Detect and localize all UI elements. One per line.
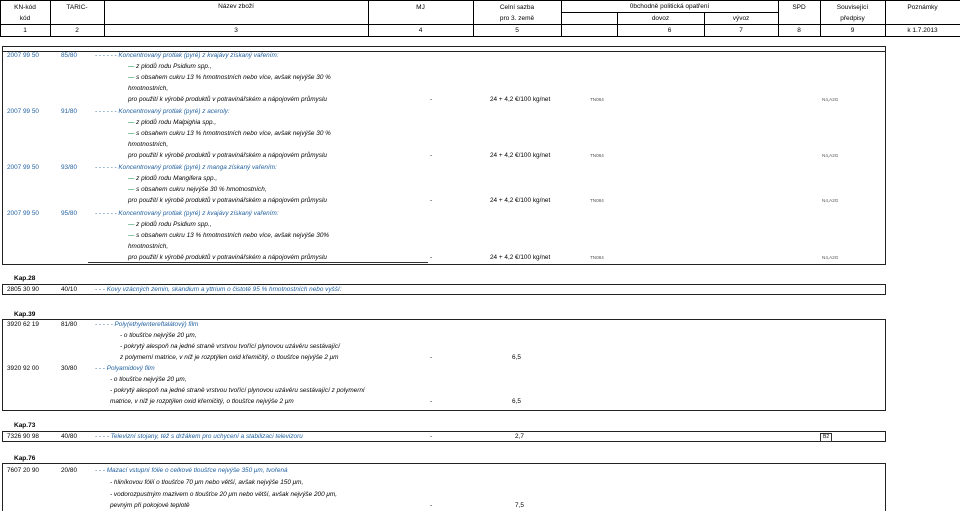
col-kn-kod: KN-kód: [14, 4, 36, 11]
row-3-tn: TN084: [590, 255, 604, 260]
kap76-title: Kap.76: [14, 455, 36, 462]
kap39-title: Kap.39: [14, 311, 36, 318]
kap39-row-1-taric: 30/80: [61, 365, 77, 372]
col-pro-3-zeme: pro 3. země: [499, 15, 535, 22]
kap28-taric: 40/10: [61, 286, 77, 293]
kap73-note: B2: [820, 433, 832, 442]
row-3-sub-3: pro použití k výrobě produktů v potravinářském a nápojovém průmyslu: [128, 254, 327, 261]
row-2-duty: 24 + 4,2 €/100 kg/net: [490, 197, 551, 204]
kap73-title: Kap.73: [14, 422, 36, 429]
kap76-line-3: pevným při pokojové teplotě: [110, 502, 190, 509]
row-3-note: N4,A2G: [822, 255, 839, 260]
row-1-sub-0: — z plodů rodu Malpighia spp.,: [128, 119, 217, 126]
kap39-row-0-line-2: z polymerní matrice, v níž je rozptýlen oxid křemičitý, o tloušťce nejvýše 2 μm: [120, 354, 339, 361]
row-1-tn: TN084: [590, 153, 604, 158]
kap39-row-0-duty: 6,5: [512, 354, 521, 361]
col-num-7: 7: [739, 27, 743, 34]
kap39-row-1-duty: 6,5: [512, 398, 521, 405]
kap39-row-0-mj: -: [430, 354, 433, 361]
row-2-tn: TN084: [590, 198, 604, 203]
kap73-taric: 40/80: [61, 433, 77, 440]
kap39-row-1-desc: - - - Polyamidový film: [95, 365, 155, 372]
col-poznamky: Poznámky: [907, 4, 938, 11]
kap39-row-1-line-2: matrice, v níž je rozptýlen oxid křemičitý, o tloušťce nejvýše 2 μm: [110, 398, 294, 405]
col-opatreni: 0bchodně politická opatření: [629, 3, 710, 10]
kap76-taric: 20/80: [61, 467, 77, 474]
kap28-title: Kap.28: [14, 275, 36, 282]
dash-marker: —: [128, 175, 135, 182]
row-0-kn: 2007 99 50: [7, 52, 39, 59]
col-dovoz: dovoz: [651, 15, 670, 22]
kap39-row-1-line-0: - o tloušťce nejvýše 20 μm,: [110, 376, 187, 383]
dash-marker: —: [128, 186, 135, 193]
kap73-desc: - - - - Televizní stojany, též s držákem pro uchycení a stabilizaci televizoru: [95, 433, 303, 440]
row-1-sub-3: pro použití k výrobě produktů v potravinářském a nápojovém průmyslu: [128, 152, 327, 159]
col-taric: TARIC-: [66, 4, 88, 11]
col-num-4: 4: [418, 27, 423, 34]
row-2-sub-1: — s obsahem cukru nejvýše 30 % hmotnostních,: [128, 186, 267, 193]
dash-marker: —: [128, 221, 135, 228]
row-3-duty: 24 + 4,2 €/100 kg/net: [490, 254, 551, 261]
kap73-duty: 2,7: [515, 433, 524, 440]
col-spd: SPD: [792, 4, 806, 11]
row-1-note: N4,A2G: [822, 153, 839, 158]
kap76-line-1: - hliníkovou fólií o tloušťce 70 μm nebo větší, avšak nejvýše 150 μm,: [110, 479, 304, 486]
row-0-sub-2: hmotnostních,: [128, 85, 169, 92]
row-3-mj: -: [430, 254, 433, 261]
col-predpisy: předpisy: [840, 15, 865, 22]
row-2-taric: 93/80: [61, 164, 77, 171]
row-3-sub-1: — s obsahem cukru 13 % hmotnostních nebo více, avšak nejvýše 30%: [128, 232, 330, 239]
kap39-row-0-desc: - - - - - Poly(ethylentereftalátový) film: [95, 321, 199, 328]
row-2-note: N4,A2G: [822, 198, 839, 203]
row-0-desc: - - - - - - Koncentrovaný protlak (pyré) z kvajávy získaný vařením:: [95, 52, 279, 59]
kap76-desc: - - - Mazací vstupní fólie o celkové tloušťce nejvýše 350 μm, tvořená: [95, 467, 288, 474]
date-label: k 1.7.2013: [907, 27, 938, 34]
row-2-kn: 2007 99 50: [7, 164, 39, 171]
dash-marker: —: [128, 130, 135, 137]
col-num-3: 3: [234, 27, 238, 34]
row-0-duty: 24 + 4,2 €/100 kg/net: [490, 96, 551, 103]
row-3-sub-2: hmotnostních,: [128, 243, 169, 250]
row-2-mj: -: [430, 197, 433, 204]
col-num-1: 1: [23, 27, 27, 34]
dash-marker: —: [128, 119, 135, 126]
row-2-desc: - - - - - - Koncentrovaný protlak (pyré) z manga získaný vařením:: [95, 164, 277, 171]
kap76-mj: -: [430, 502, 433, 509]
row-0-mj: -: [430, 96, 433, 103]
kap39-row-0-line-0: - o tloušťce nejvýše 20 μm,: [120, 332, 197, 339]
col-kod: kód: [19, 15, 31, 22]
kap28-desc: - - - Kovy vzácných zemin, skandium a yttrium o čistotě 95 % hmotnostních nebo vyšší:: [95, 286, 342, 293]
col-num-2: 2: [75, 27, 79, 34]
row-1-taric: 91/80: [61, 108, 77, 115]
kap39-row-1-kn: 3920 92 00: [7, 365, 39, 372]
kap73-kn: 7326 90 98: [7, 433, 39, 440]
kap28-kn: 2805 30 90: [7, 286, 39, 293]
row-2-sub-0: — z plodů rodu Mangifera spp.,: [128, 175, 218, 182]
row-0-sub-0: — z plodů rodu Psidium spp.,: [128, 63, 212, 70]
row-1-duty: 24 + 4,2 €/100 kg/net: [490, 152, 551, 159]
col-num-9: 9: [850, 27, 855, 34]
kap39-row-0-line-1: - pokrytý alespoň na jedné straně vrstvou tvořící plynovou uzávěru sestávající: [120, 343, 340, 350]
row-0-note: N4,A2G: [822, 97, 839, 102]
col-num-5: 5: [515, 27, 519, 34]
dash-marker: —: [128, 74, 135, 81]
col-nazev: Název zboží: [218, 3, 254, 10]
row-3-kn: 2007 99 50: [7, 210, 39, 217]
dash-marker: —: [128, 63, 135, 70]
row-3-sub-0: — z plodů rodu Psidium spp.,: [128, 221, 212, 228]
row-0-tn: TN084: [590, 97, 604, 102]
col-celni-sazba: Celní sazba: [499, 4, 535, 11]
kap39-row-1-line-1: - pokrytý alespoň na jedné straně vrstvou tvořící plynovou uzávěru sestávající z polymerní: [110, 387, 365, 394]
col-souvisejici: Související: [836, 4, 869, 11]
col-num-8: 8: [797, 27, 801, 34]
row-1-sub-1: — s obsahem cukru 13 % hmotnostních nebo více, avšak nejvýše 30 %: [128, 130, 331, 137]
row-1-mj: -: [430, 152, 433, 159]
kap76-duty: 7,5: [515, 502, 524, 509]
row-3-taric: 95/80: [61, 210, 77, 217]
row-2-sub-2: pro použití k výrobě produktů v potravinářském a nápojovém průmyslu: [128, 197, 327, 204]
row-1-sub-2: hmotnostních,: [128, 141, 169, 148]
table-header: [0, 0, 960, 36]
kap39-row-0-taric: 81/80: [61, 321, 77, 328]
row-1-kn: 2007 99 50: [7, 108, 39, 115]
row-3-desc: - - - - - - Koncentrovaný protlak (pyré) z kvajávy získaný vařením:: [95, 210, 279, 217]
kap39-row-1-mj: -: [430, 398, 433, 405]
col-mj: MJ: [416, 4, 425, 11]
row-0-sub-1: — s obsahem cukru 13 % hmotnostních nebo více, avšak nejvýše 30 %: [128, 74, 331, 81]
row-0-sub-3: pro použití k výrobě produktů v potravinářském a nápojovém průmyslu: [128, 96, 327, 103]
col-vyvoz: vývoz: [732, 15, 750, 22]
row-0-taric: 85/80: [61, 52, 77, 59]
col-num-6: 6: [667, 27, 672, 34]
kap76-kn: 7607 20 90: [7, 467, 39, 474]
kap76-line-2: - vodorozpustným mazivem o tloušťce 20 μm nebo větší, avšak nejvýše 200 μm,: [110, 491, 337, 498]
kap73-mj: -: [430, 433, 433, 440]
row-1-desc: - - - - - - Koncentrovaný protlak (pyré) z aceroly:: [95, 108, 230, 115]
kap39-row-0-kn: 3920 62 19: [7, 321, 39, 328]
dash-marker: —: [128, 232, 135, 239]
